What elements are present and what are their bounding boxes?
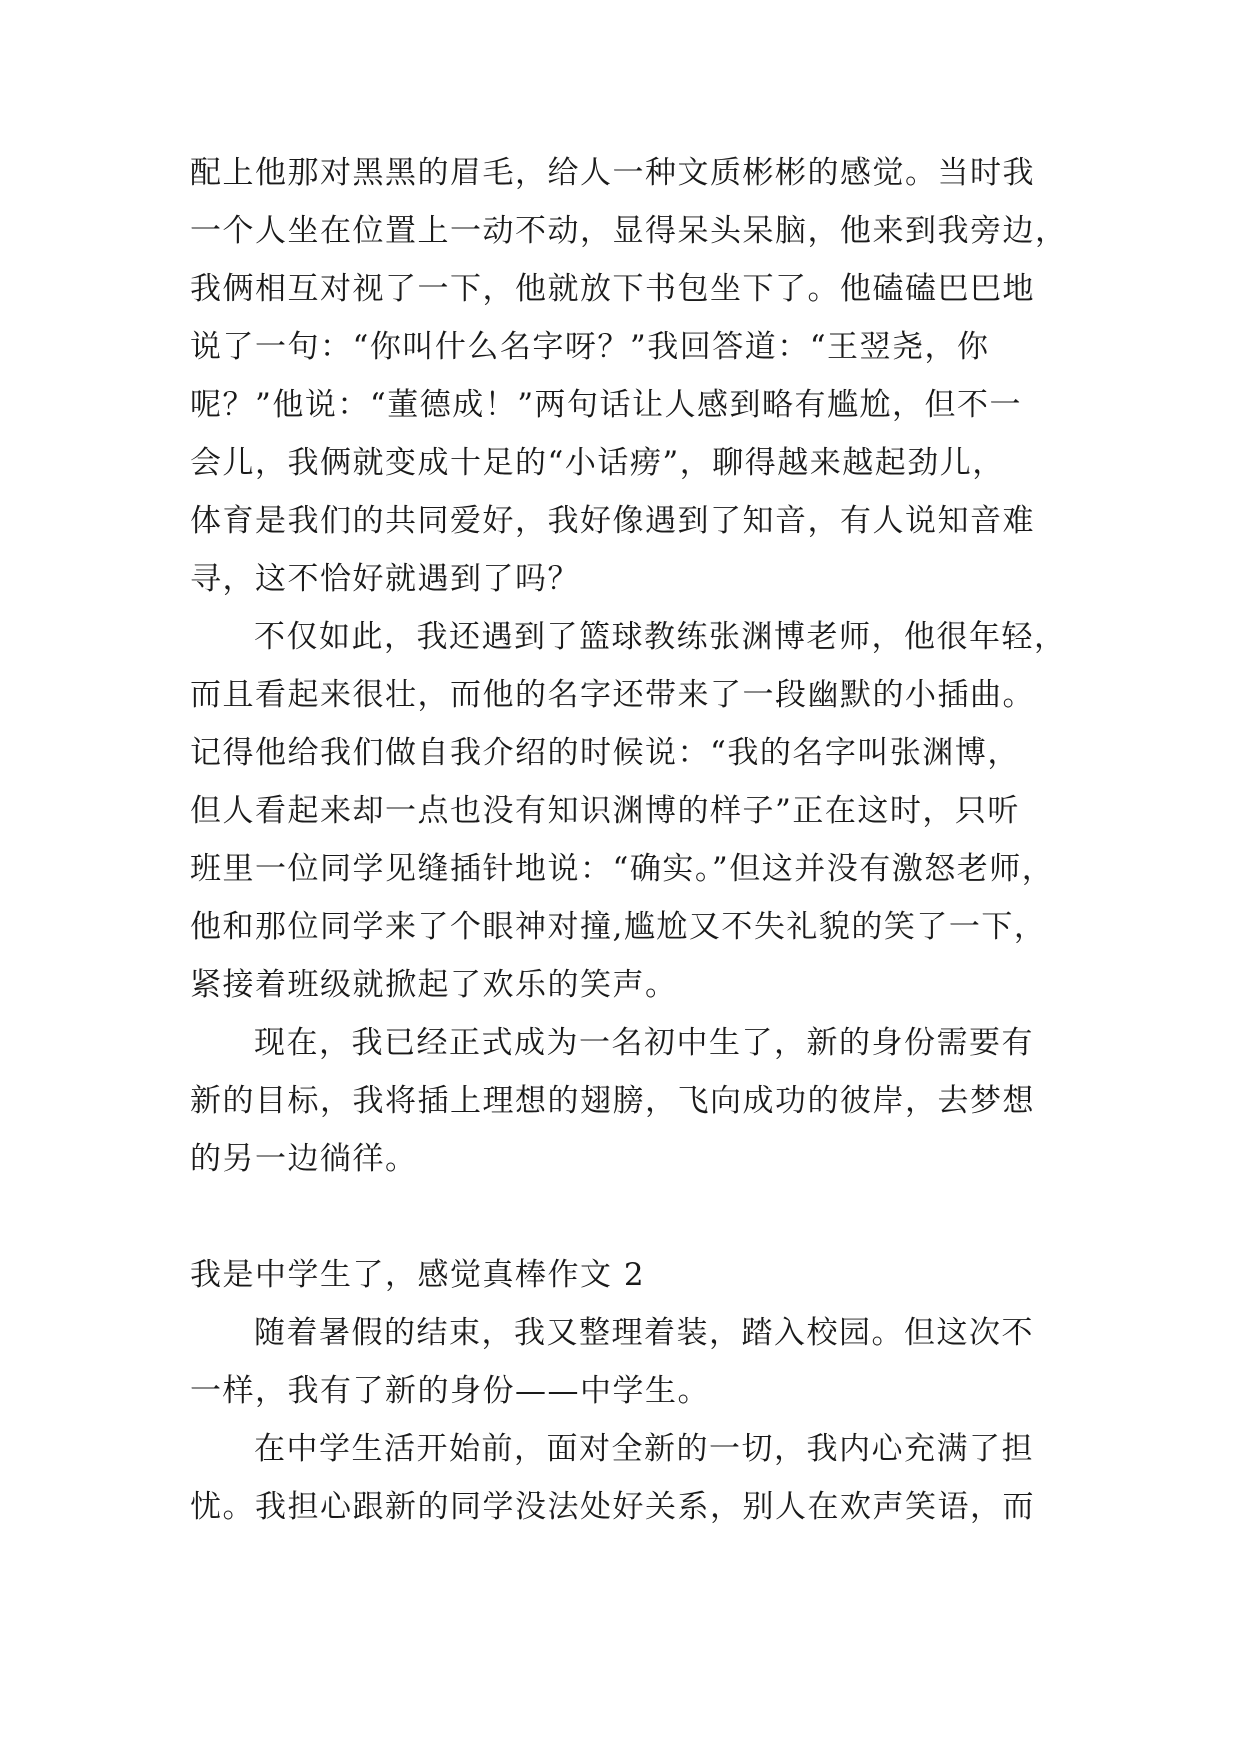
text-line: 忧。我担心跟新的同学没法处好关系，别人在欢声笑语，而 <box>190 1489 1035 1525</box>
text-line: 一个人坐在位置上一动不动，显得呆头呆脑，他来到我旁边， <box>190 213 1068 249</box>
text-line: 而且看起来很壮，而他的名字还带来了一段幽默的小插曲。 <box>190 677 1035 713</box>
text-line: 配上他那对黑黑的眉毛，给人一种文质彬彬的感觉。当时我 <box>190 155 1035 191</box>
paragraph-start-line: 现在，我已经正式成为一名初中生了，新的身份需要有 <box>254 1025 1034 1061</box>
text-line: 记得他给我们做自我介绍的时候说：“我的名字叫张渊博， <box>190 735 1020 771</box>
text-line: 新的目标，我将插上理想的翅膀，飞向成功的彼岸，去梦想 <box>190 1083 1035 1119</box>
text-line: 他和那位同学来了个眼神对撞,尴尬又不失礼貌的笑了一下， <box>190 909 1047 945</box>
text-line: 呢？”他说：“董德成！”两句话让人感到略有尴尬，但不一 <box>190 387 1023 423</box>
section-heading: 我是中学生了，感觉真棒作文 2 <box>190 1257 646 1293</box>
text-line: 的另一边徜徉。 <box>190 1141 418 1177</box>
text-line: 体育是我们的共同爱好，我好像遇到了知音，有人说知音难 <box>190 503 1035 539</box>
text-line: 寻，这不恰好就遇到了吗？ <box>190 561 580 597</box>
text-line: 说了一句：“你叫什么名字呀？”我回答道：“王翌尧，你 <box>190 329 990 365</box>
paragraph-start-line: 随着暑假的结束，我又整理着装，踏入校园。但这次不 <box>254 1315 1034 1351</box>
paragraph-start-line: 不仅如此，我还遇到了篮球教练张渊博老师，他很年轻， <box>254 619 1067 655</box>
text-line: 我俩相互对视了一下，他就放下书包坐下了。他磕磕巴巴地 <box>190 271 1035 307</box>
text-line: 一样，我有了新的身份——中学生。 <box>190 1373 710 1409</box>
paragraph-start-line: 在中学生活开始前，面对全新的一切，我内心充满了担 <box>254 1431 1034 1467</box>
text-line: 紧接着班级就掀起了欢乐的笑声。 <box>190 967 678 1003</box>
text-line: 班里一位同学见缝插针地说：“确实。”但这并没有激怒老师， <box>190 851 1055 887</box>
text-line: 会儿，我俩就变成十足的“小话痨”，聊得越来越起劲儿， <box>190 445 1005 481</box>
text-line: 但人看起来却一点也没有知识渊博的样子”正在这时，只听 <box>190 793 1020 829</box>
